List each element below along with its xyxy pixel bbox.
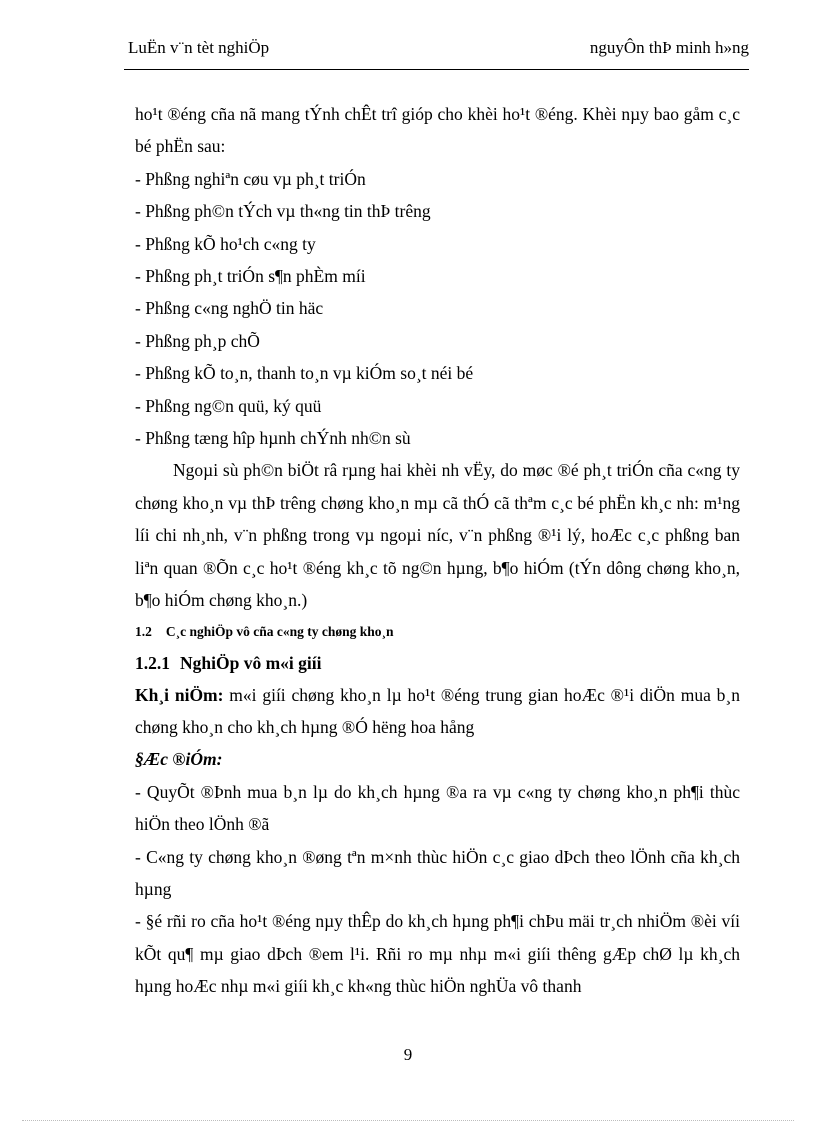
- section-title: C¸c nghiÖp vô cña c«ng ty chøng kho¸n: [165, 623, 394, 639]
- section-number: 1.2.1: [135, 652, 170, 673]
- header-author-name: nguyÔn thÞ minh h»ng: [589, 38, 749, 57]
- list-item: - Phßng ph¸t triÓn s¶n phÈm míi: [135, 266, 366, 287]
- section-title: NghiÖp vô m«i giíi: [180, 652, 322, 673]
- list-item: - Phßng nghiªn cøu vµ ph¸t triÓn: [135, 168, 366, 189]
- feature-item: - §é rñi ro cña ho¹t ®éng nµy thÊp do kh¸ch hµng ph¶i chÞu mäi tr¸ch nhiÖm ®èi víi kÕt qu¶ mµ giao dÞch ®em l¹i. Rñi ro mµ nhµ m«i giíi thêng gÆp chØ lµ kh¸ch hµng hoÆc nhµ m«i giíi kh¸c kh«ng thùc hiÖn nghÜa vô thanh: [135, 911, 740, 997]
- list-item: - Phßng tæng hîp hµnh chÝnh nh©n sù: [135, 428, 411, 449]
- feature-item: - C«ng ty chøng kho¸n ®øng tªn m×nh thùc hiÖn c¸c giao dÞch theo lÖnh cña kh¸ch hµng: [135, 846, 740, 899]
- features-heading: [135, 743, 740, 775]
- list-item: - Phßng c«ng nghÖ tin häc: [135, 298, 324, 319]
- paragraph-intro: ho¹t ®éng cña nã mang tÝnh chÊt trî gióp cho khèi ho¹t ®éng. Khèi nµy bao gåm c¸c bé phËn sau:: [135, 104, 740, 157]
- section-heading-1-2-1: [135, 647, 740, 679]
- list-item: - Phßng ph©n tÝch vµ th«ng tin thÞ trêng: [135, 201, 431, 222]
- section-heading-1-2: [135, 617, 740, 647]
- list-item: - Phßng kÕ ho¹ch c«ng ty: [135, 233, 316, 254]
- page-header: [124, 38, 749, 62]
- header-rule: [124, 69, 749, 70]
- section-number: 1.2: [135, 623, 152, 639]
- paragraph-other-departments: Ngoµi sù ph©n biÖt râ rµng hai khèi nh vËy, do møc ®é ph¸t triÓn cña c«ng ty chøng kho¸n vµ thÞ trêng chøng kho¸n mµ cã thÓ cã thªm c¸c bé phËn kh¸c nh: m¹ng líi chi nh¸nh, v¨n phßng trong vµ ngoµi níc, v¨n phßng ®¹i lý, hoÆc c¸c phßng ban liªn quan ®Õn c¸c ho¹t ®éng kh¸c tõ ng©n hµng, b¶o hiÓm (tÝn dông chøng kho¸n, b¶o hiÓm chøng kho¸n.): [135, 460, 740, 611]
- feature-item: - QuyÕt ®Þnh mua b¸n lµ do kh¸ch hµng ®a ra vµ c«ng ty chøng kho¸n ph¶i thùc hiÖn theo lÖnh ®ã: [135, 781, 740, 835]
- definition-label: Kh¸i niÖm:: [135, 684, 224, 705]
- definition-text: m«i giíi chøng kho¸n lµ ho¹t ®éng trung gian hoÆc ®¹i diÖn mua b¸n chøng kho¸n cho kh¸ch hµng ®Ó hëng hoa hång: [135, 684, 740, 737]
- features-label: §Æc ®iÓm:: [135, 749, 223, 770]
- list-item: - Phßng ph¸p chÕ: [135, 330, 260, 351]
- list-item: - Phßng ng©n quü, ký quü: [135, 395, 322, 416]
- page-number: 9: [403, 1045, 413, 1064]
- page-body: [135, 98, 740, 1003]
- header-thesis-label: LuËn v¨n tèt nghiÖp: [128, 38, 270, 57]
- page-bottom-dotted-border: [22, 1120, 794, 1121]
- list-item: - Phßng kÕ to¸n, thanh to¸n vµ kiÓm so¸t néi bé: [135, 363, 474, 384]
- paragraph-definition: [135, 679, 740, 744]
